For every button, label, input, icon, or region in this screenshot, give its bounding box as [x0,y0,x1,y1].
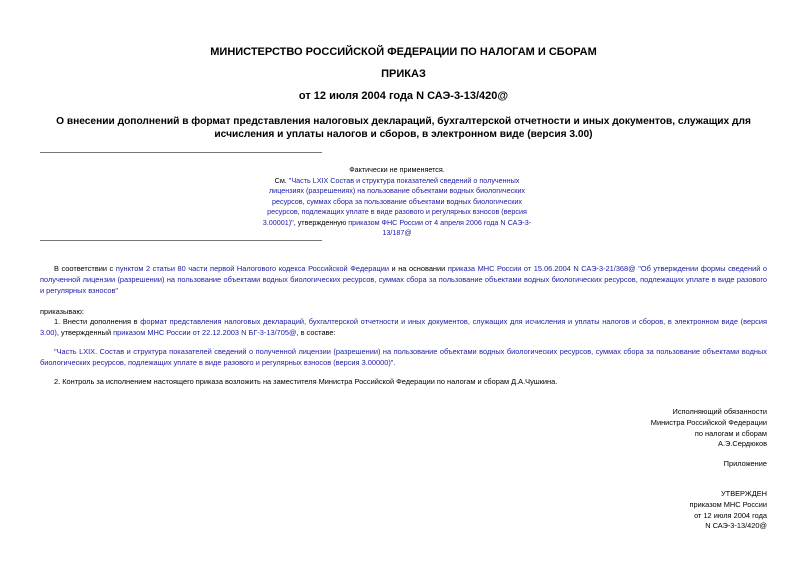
approved-line-2: приказом МНС России [689,499,767,509]
doc-type-heading: ПРИКАЗ [381,68,426,80]
doc-title: О внесении дополнений в формат представления налоговых деклараций, бухгалтерской отчетности и иных документов, служащих для исчисления и уплаты налогов и сборов, в электронном виде (версия 3.00) [56,116,751,140]
note-body [262,176,532,239]
preamble-text-2: и на основании [388,264,448,273]
item-1-text-1: 1. Внести дополнения в [54,317,141,326]
signature-line-4: А.Э.Сердюков [718,439,767,449]
note-top-divider [40,152,322,153]
signature-block [467,407,767,450]
tax-code-link[interactable]: пунктом 2 статьи 80 части первой Налогового кодекса Российской Федерации [115,264,389,273]
item-1-text-3: , в составе: [296,327,336,337]
mns-order-368-link[interactable]: приказа МНС России от 15.06.2004 N САЭ-3-21/368@ "Об утверждении формы сведений о полученной лицензии (разрешении) на пользование объектами водных биологических ресурсов, суммах сбора за пользование объектами водных биологических ресурсов, подлежащих уплате в виде разового и регулярных взносов" [40,264,767,295]
preamble-text-1: В соответствии с [54,264,116,273]
note-approved-by: , утвержденную [293,217,349,227]
item-1-text-2: , утвержденный [56,327,114,337]
note-order-link[interactable]: приказом ФНС России от 4 апреля 2006 года N САЭ-3-13/187@ [348,217,532,237]
mns-order-705-link[interactable]: приказом МНС России от 22.12.2003 N БГ-3-13/705@ [113,327,297,337]
note-bottom-divider [40,240,322,241]
part-lxix-quote[interactable]: "Часть LXIX. Состав и структура показателей сведений о полученной лицензии (разрешении) на пользование объектами водных биологических ресурсов, суммах сбора за пользование объектами водных биологических ресурсов, подлежащих уплате в виде разового и регулярных взносов (версия 3.00000)". [40,347,767,367]
approved-block [467,489,767,532]
note-block [262,165,532,239]
approved-line-1: УТВЕРЖДЕН [720,489,767,498]
approved-line-4: N САЭ-3-13/420@ [705,521,767,531]
ministry-heading: МИНИСТЕРСТВО РОССИЙСКОЙ ФЕДЕРАЦИИ ПО НАЛОГАМ И СБОРАМ [210,46,597,58]
appendix-label: Приложение [723,459,767,468]
signature-line-3: по налогам и сборам [694,428,767,438]
signature-line-2: Министра Российской Федерации [650,417,767,427]
note-status: Фактически не применяется. [349,165,445,174]
doc-date-number: от 12 июля 2004 года N САЭ-3-13/420@ [298,90,509,102]
item-2-paragraph: 2. Контроль за исполнением настоящего приказа возложить на заместителя Министра Российской Федерации по налогам и сборам Д.А.Чушкина. [54,377,558,386]
preamble-paragraph [40,264,767,296]
item-1-paragraph [40,317,767,339]
signature-line-1: Исполняющий обязанности [672,407,767,416]
note-see-prefix: См. [274,175,289,185]
note-see-link[interactable]: "Часть LXIX Состав и структура показателей сведений о полученных лицензиях (разрешениях) на пользование объектами водных биологических ресурсов, суммах сбора за пользование объектами водных биологических ресурсов, подлежащих уплате в виде разового и регулярных взносов (версия 3.00001)" [262,175,527,227]
approved-line-3: от 12 июля 2004 года [694,510,767,520]
format-link[interactable]: формат представления налоговых деклараций, бухгалтерской отчетности и иных документов, служащих для исчисления и уплаты налогов и сборов, в электронном виде (версия 3.00) [40,317,767,337]
order-word: приказываю: [40,307,84,316]
